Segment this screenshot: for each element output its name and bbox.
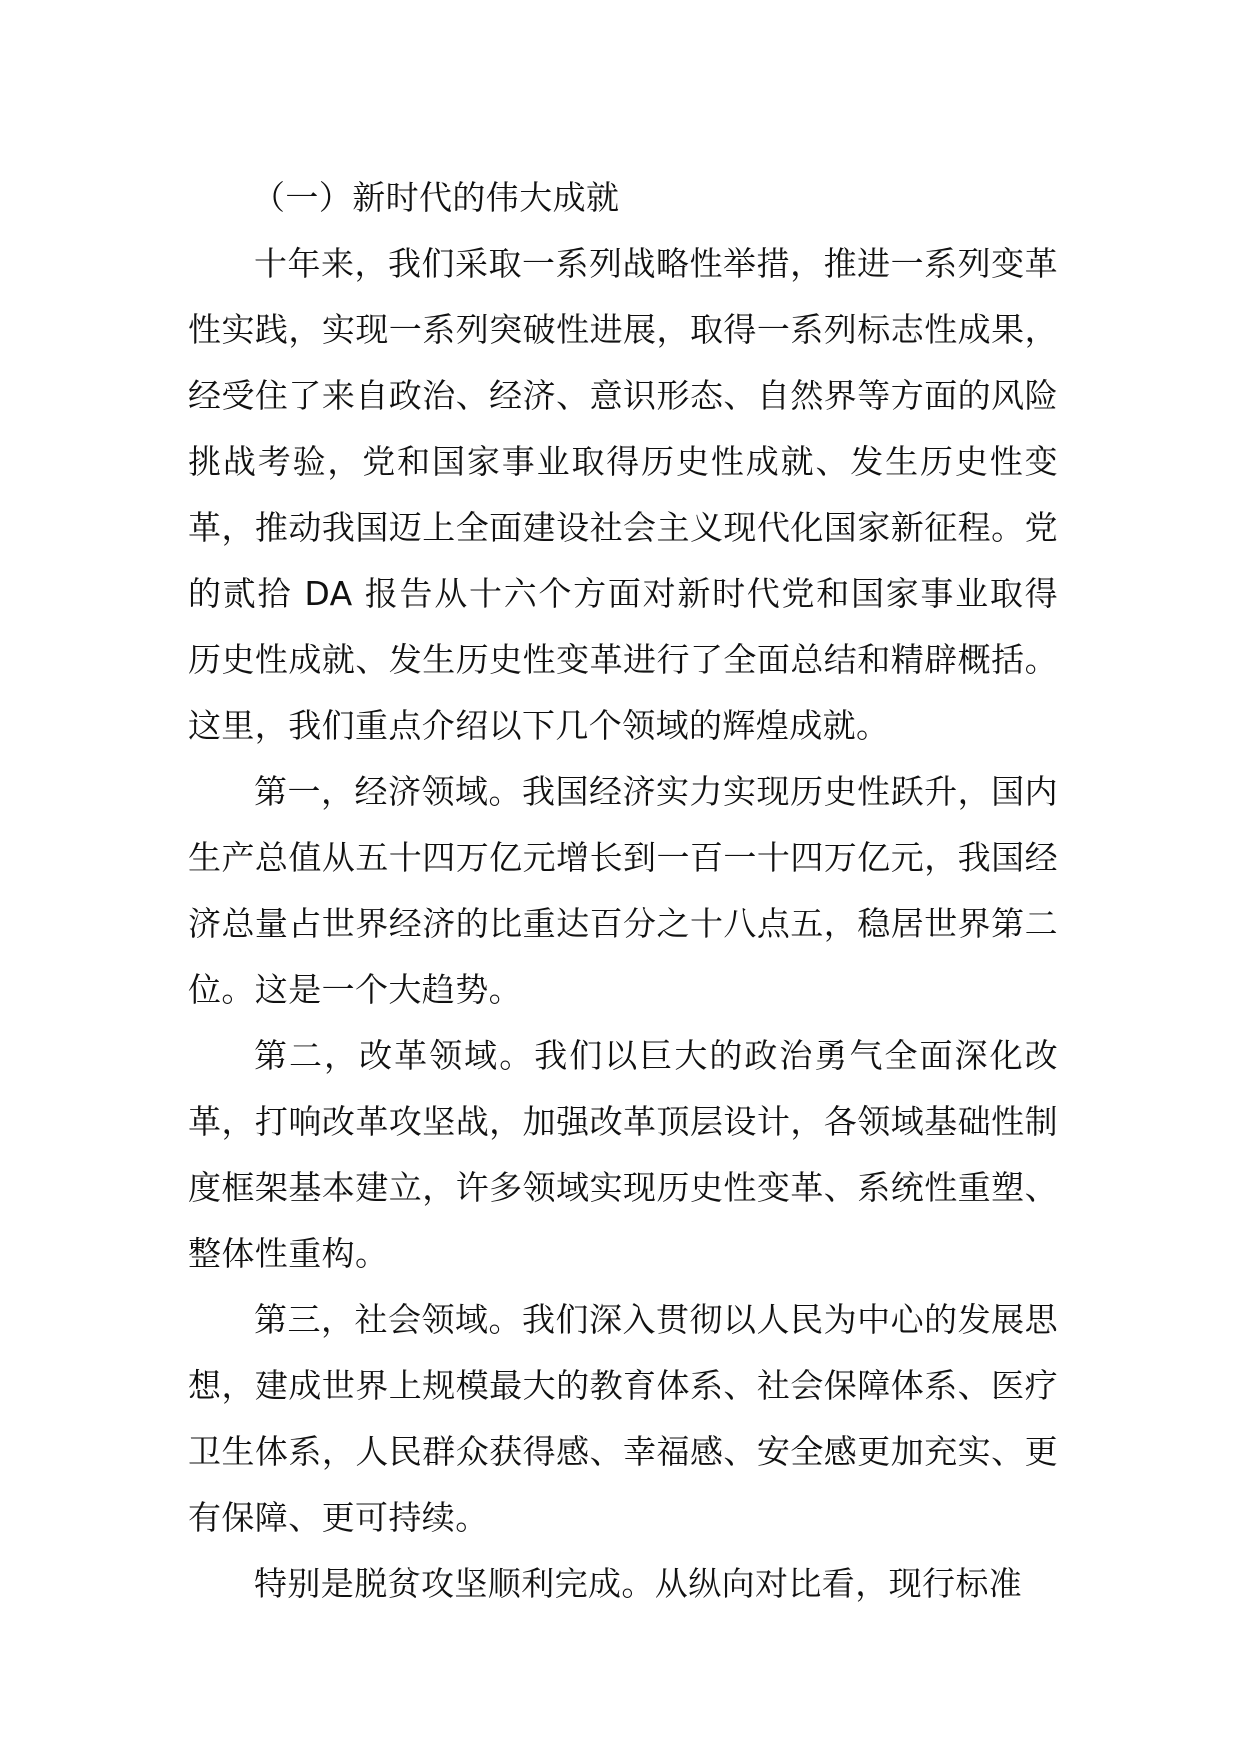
paragraph-achievements-overview: 十年来，我们采取一系列战略性举措，推进一系列变革性实践，实现一系列突破性进展，取得一系列标志性成果，经受住了来自政治、经济、意识形态、自然界等方面的风险挑战考验，党和国家事业取得历史性成就、发生历史性变革，推动我国迈上全面建设社会主义现代化国家新征程。党的贰拾 DA 报告从十六个方面对新时代党和国家事业取得历史性成就、发生历史性变革进行了全面总结和精辟概括。这里，我们重点介绍以下几个领域的辉煌成就。 xyxy=(188,244,1058,745)
paragraph-economic-field: 第一，经济领域。我国经济实力实现历史性跃升，国内生产总值从五十四万亿元增长到一百一十四万亿元，我国经济总量占世界经济的比重达百分之十八点五，稳居世界第二位。这是一个大趋势。 xyxy=(188,772,1058,1009)
paragraph-social-field: 第三，社会领域。我们深入贯彻以人民为中心的发展思想，建成世界上规模最大的教育体系、社会保障体系、医疗卫生体系，人民群众获得感、幸福感、安全感更加充实、更有保障、更可持续。 xyxy=(188,1300,1058,1537)
paragraph-poverty-alleviation: 特别是脱贫攻坚顺利完成。从纵向对比看，现行标准 xyxy=(254,1564,1023,1603)
document-body xyxy=(188,165,1058,1617)
paragraph-reform-field: 第二，改革领域。我们以巨大的政治勇气全面深化改革，打响改革攻坚战，加强改革顶层设计，各领域基础性制度框架基本建立，许多领域实现历史性变革、系统性重塑、整体性重构。 xyxy=(188,1036,1058,1273)
section-heading: （一）新时代的伟大成就 xyxy=(252,178,620,217)
